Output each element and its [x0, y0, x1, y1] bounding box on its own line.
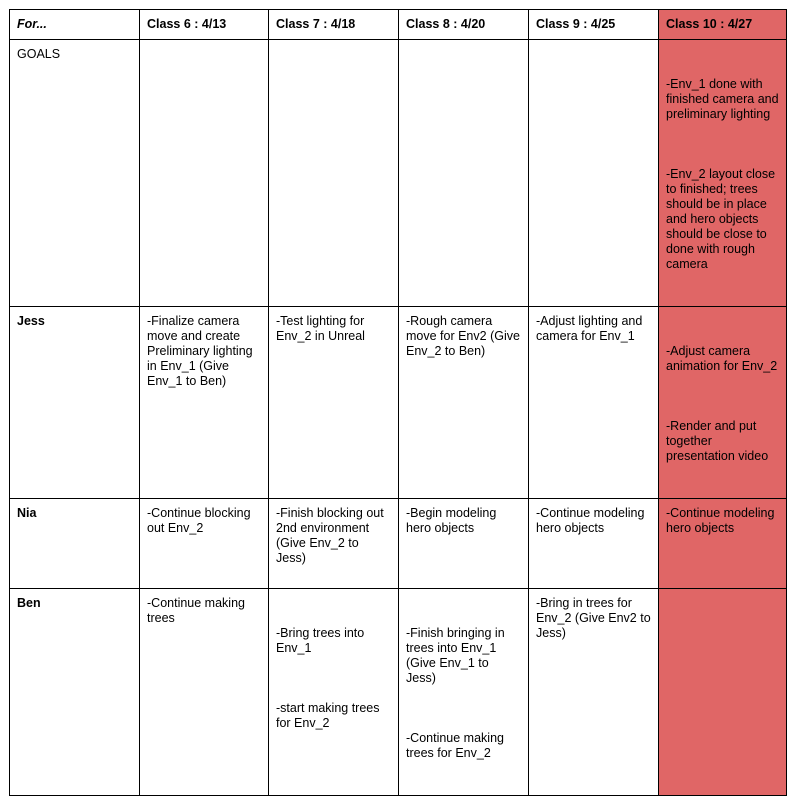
row-label-ben: Ben	[10, 589, 140, 796]
column-header-class-10: Class 10 : 4/27	[659, 10, 787, 40]
cell-goals-class-8	[399, 40, 529, 307]
jess-class-10-item-1: -Adjust camera animation for Env_2	[666, 344, 778, 373]
table-row-jess	[10, 307, 787, 499]
table-row-ben	[10, 589, 787, 796]
goals-class-10-item-2: -Env_2 layout close to finished; trees should be in place and hero objects should be close to done with rough camera	[666, 167, 779, 271]
column-header-class-8: Class 8 : 4/20	[399, 10, 529, 40]
ben-class-7-item-1: -Bring trees into Env_1	[276, 626, 368, 655]
schedule-table	[9, 9, 787, 796]
header-corner-cell: For...	[10, 10, 140, 40]
cell-ben-class-10	[659, 589, 787, 796]
cell-ben-class-9: -Bring in trees for Env_2 (Give Env2 to Jess)	[529, 589, 659, 796]
goals-class-10-item-1: -Env_1 done with finished camera and preliminary lighting	[666, 77, 783, 121]
ben-class-7-item-2: -start making trees for Env_2	[276, 701, 383, 730]
column-header-class-9: Class 9 : 4/25	[529, 10, 659, 40]
cell-jess-class-6: -Finalize camera move and create Preliminary lighting in Env_1 (Give Env_1 to Ben)	[140, 307, 269, 499]
cell-ben-class-7	[269, 589, 399, 796]
jess-class-10-item-2: -Render and put together presentation video	[666, 419, 769, 463]
cell-nia-class-7: -Finish blocking out 2nd environment (Give Env_2 to Jess)	[269, 499, 399, 589]
column-header-class-6: Class 6 : 4/13	[140, 10, 269, 40]
cell-nia-class-6: -Continue blocking out Env_2	[140, 499, 269, 589]
cell-goals-class-9	[529, 40, 659, 307]
ben-class-8-item-2: -Continue making trees for Env_2	[406, 731, 508, 760]
cell-nia-class-10: -Continue modeling hero objects	[659, 499, 787, 589]
cell-nia-class-9: -Continue modeling hero objects	[529, 499, 659, 589]
cell-ben-class-8	[399, 589, 529, 796]
cell-goals-class-6	[140, 40, 269, 307]
header-row	[10, 10, 787, 40]
table-row-nia	[10, 499, 787, 589]
row-label-jess: Jess	[10, 307, 140, 499]
cell-goals-class-7	[269, 40, 399, 307]
row-label-goals: GOALS	[10, 40, 140, 307]
row-label-nia: Nia	[10, 499, 140, 589]
cell-goals-class-10	[659, 40, 787, 307]
cell-jess-class-10	[659, 307, 787, 499]
cell-jess-class-7: -Test lighting for Env_2 in Unreal	[269, 307, 399, 499]
cell-nia-class-8: -Begin modeling hero objects	[399, 499, 529, 589]
table-row-goals	[10, 40, 787, 307]
cell-jess-class-8: -Rough camera move for Env2 (Give Env_2 to Ben)	[399, 307, 529, 499]
cell-ben-class-6: -Continue making trees	[140, 589, 269, 796]
cell-jess-class-9: -Adjust lighting and camera for Env_1	[529, 307, 659, 499]
ben-class-8-item-1: -Finish bringing in trees into Env_1 (Give Env_1 to Jess)	[406, 626, 509, 685]
column-header-class-7: Class 7 : 4/18	[269, 10, 399, 40]
